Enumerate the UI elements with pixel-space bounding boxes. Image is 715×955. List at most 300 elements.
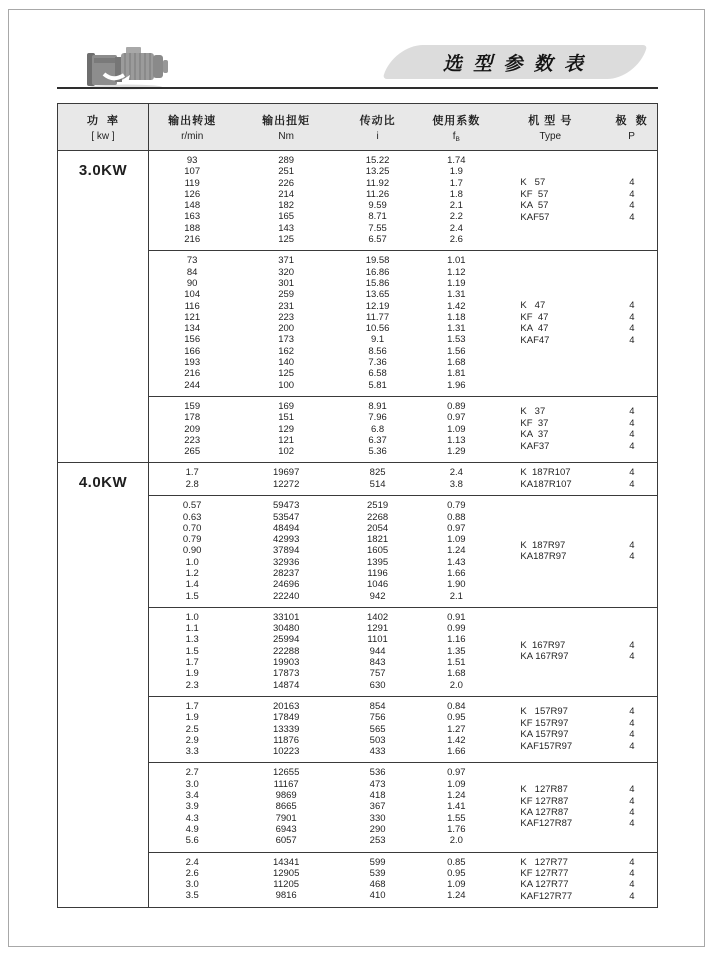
type-name: KA 37	[520, 429, 549, 441]
cell-value: 9.1	[370, 334, 385, 346]
power-cell	[58, 151, 149, 462]
cell-value: 14874	[272, 679, 300, 691]
factor-column	[418, 767, 494, 846]
pole-count: 4	[629, 729, 635, 741]
cell-value: 17873	[272, 668, 300, 680]
types-column	[494, 857, 657, 903]
cell-value: 1.0	[185, 556, 199, 568]
header-pole-unit: P	[628, 131, 635, 142]
cell-value: 216	[184, 368, 201, 380]
cell-value: 5.6	[185, 835, 199, 847]
cell-value: 1.43	[447, 556, 466, 568]
header-speed-unit: r/min	[181, 131, 204, 142]
type-row	[494, 729, 657, 740]
cell-value: 0.95	[447, 867, 466, 879]
cell-value: 2.1	[449, 200, 463, 212]
torque-column	[235, 767, 337, 846]
cell-value: 2.9	[185, 734, 199, 746]
header-ratio-cn: 传动比	[359, 115, 396, 127]
cell-value: 756	[369, 712, 386, 724]
cell-value: 13.25	[365, 166, 390, 178]
type-row	[494, 418, 657, 429]
type-name: K 187R97	[520, 539, 566, 551]
cell-value: 22288	[272, 645, 300, 657]
cell-value: 6943	[275, 823, 297, 835]
cell-value: 1.1	[185, 623, 199, 635]
cell-value: 290	[369, 823, 386, 835]
cell-value: 1605	[367, 545, 389, 557]
cell-value: 0.99	[447, 623, 466, 635]
pole-count: 4	[629, 429, 635, 441]
cell-value: 0.95	[447, 712, 466, 724]
cell-value: 0.79	[182, 534, 202, 546]
type-row	[494, 651, 657, 662]
type-name: KF 37	[520, 417, 549, 429]
cell-value: 2.6	[449, 234, 463, 246]
pole-count: 4	[629, 856, 635, 868]
type-name: KAF127R87	[520, 818, 573, 830]
type-row	[494, 807, 657, 818]
type-row	[494, 540, 657, 551]
cell-value: 1.7	[185, 467, 199, 479]
table-section	[58, 151, 657, 462]
types-column	[494, 767, 657, 846]
cell-value: 503	[369, 734, 386, 746]
type-name: KAF47	[520, 334, 550, 346]
cell-value: 3.4	[185, 790, 199, 802]
cell-value: 16.86	[365, 266, 390, 278]
type-row	[494, 441, 657, 452]
cell-value: 20163	[272, 700, 300, 712]
cell-value: 514	[369, 478, 386, 490]
type-name: K 187R107	[520, 467, 571, 479]
cell-value: 942	[369, 590, 386, 602]
cell-value: 1.90	[447, 579, 466, 591]
cell-value: 102	[278, 446, 295, 458]
pole-count: 4	[629, 211, 635, 223]
header-speed	[149, 104, 235, 150]
cell-value: 1.55	[447, 812, 466, 824]
header-power-cn: 功 率	[86, 115, 120, 127]
type-row	[494, 784, 657, 795]
row-group	[149, 151, 657, 250]
cell-value: 121	[184, 311, 201, 323]
cell-value: 182	[278, 200, 295, 212]
pole-count: 4	[629, 879, 635, 891]
cell-value: 1046	[367, 579, 389, 591]
cell-value: 1.24	[447, 790, 466, 802]
header-torque-cn: 输出扭矩	[262, 115, 311, 127]
cell-value: 119	[184, 177, 200, 189]
cell-value: 37894	[272, 545, 300, 557]
cell-value: 6.57	[368, 234, 387, 246]
type-name: K 47	[520, 300, 546, 312]
row-group	[149, 696, 657, 762]
speed-column	[149, 401, 235, 457]
cell-value: 2.8	[185, 478, 199, 490]
cell-value: 163	[184, 211, 201, 223]
power-label: 3.0KW	[78, 162, 128, 179]
header-data-columns	[149, 104, 657, 150]
type-name: KF 47	[520, 311, 549, 323]
type-row	[494, 891, 657, 902]
type-name: K 37	[520, 406, 546, 418]
cell-value: 1.41	[447, 801, 466, 813]
ratio-column	[337, 467, 418, 490]
cell-value: 1.31	[447, 323, 466, 335]
cell-value: 410	[369, 890, 386, 902]
row-group	[149, 607, 657, 696]
cell-value: 0.79	[447, 500, 466, 512]
cell-value: 0.97	[447, 767, 466, 779]
cell-value: 2.1	[449, 590, 463, 602]
cell-value: 1.53	[447, 334, 466, 346]
cell-value: 173	[278, 334, 295, 346]
cell-value: 1.7	[185, 700, 199, 712]
cell-value: 53547	[272, 511, 300, 523]
torque-column	[235, 500, 337, 602]
title-banner	[382, 45, 647, 79]
type-row	[494, 706, 657, 717]
type-row	[494, 857, 657, 868]
table-section	[58, 462, 657, 907]
cell-value: 3.9	[185, 801, 199, 813]
row-groups	[149, 151, 657, 462]
cell-value: 539	[369, 867, 386, 879]
cell-value: 1.8	[449, 188, 463, 200]
factor-column	[418, 612, 494, 691]
cell-value: 0.97	[447, 522, 466, 534]
cell-value: 1.42	[447, 734, 466, 746]
cell-value: 253	[369, 835, 386, 847]
cell-value: 12655	[272, 767, 300, 779]
cell-value: 17849	[272, 712, 300, 724]
cell-value: 2.2	[449, 211, 463, 223]
torque-column	[235, 857, 337, 903]
cell-value: 3.5	[185, 890, 199, 902]
cell-value: 1.76	[447, 823, 466, 835]
cell-value: 259	[278, 289, 295, 301]
cell-value: 1.68	[447, 668, 466, 680]
type-row	[494, 467, 657, 478]
types-column	[494, 612, 657, 691]
pole-count: 4	[629, 177, 635, 189]
cell-value: 209	[184, 423, 201, 435]
cell-value: 1.66	[447, 567, 466, 579]
cell-value: 169	[278, 400, 295, 412]
cell-value: 367	[369, 801, 386, 813]
factor-column	[418, 701, 494, 757]
pole-count: 4	[629, 311, 635, 323]
type-name: KA 127R77	[520, 879, 569, 891]
cell-value: 2054	[367, 522, 389, 534]
speed-column	[149, 701, 235, 757]
type-name: KA187R107	[520, 478, 572, 490]
type-row	[494, 718, 657, 729]
row-group	[149, 852, 657, 908]
header-factor-unit: $f_B$	[452, 130, 460, 143]
cell-value: 48494	[272, 522, 300, 534]
cell-value: 2.4	[185, 856, 199, 868]
cell-value: 1.09	[447, 423, 466, 435]
cell-value: 1.68	[447, 357, 466, 369]
cell-value: 1.24	[447, 890, 466, 902]
ratio-column	[337, 255, 418, 391]
cell-value: 2268	[367, 511, 389, 523]
cell-value: 1821	[367, 534, 389, 546]
cell-value: 330	[369, 812, 386, 824]
cell-value: 73	[186, 255, 198, 267]
cell-value: 9.59	[368, 200, 387, 212]
cell-value: 468	[369, 879, 386, 891]
cell-value: 473	[369, 778, 386, 790]
cell-value: 2.7	[185, 767, 199, 779]
pole-count: 4	[629, 890, 635, 902]
cell-value: 9816	[275, 890, 297, 902]
speed-column	[149, 155, 235, 245]
cell-value: 825	[369, 467, 386, 479]
cell-value: 90	[186, 277, 198, 289]
pole-count: 4	[629, 806, 635, 818]
type-name: K 157R97	[520, 706, 568, 718]
cell-value: 15.22	[365, 155, 390, 166]
cell-value: 1.42	[447, 300, 466, 312]
cell-value: 1.7	[449, 177, 463, 189]
cell-value: 1.09	[447, 879, 466, 891]
cell-value: 12272	[272, 478, 300, 490]
cell-value: 188	[184, 222, 201, 234]
cell-value: 6.8	[370, 423, 385, 435]
header-pole	[606, 104, 657, 150]
cell-value: 251	[278, 166, 295, 178]
pole-count: 4	[629, 406, 635, 418]
cell-value: 1.12	[447, 266, 466, 278]
cell-value: 301	[278, 277, 295, 289]
cell-value: 200	[278, 323, 295, 335]
factor-column	[418, 857, 494, 903]
cell-value: 116	[184, 300, 200, 312]
header-factor-cn: 使用系数	[432, 114, 481, 127]
cell-value: 1395	[367, 556, 389, 568]
cell-value: 3.8	[449, 478, 463, 490]
cell-value: 8.56	[368, 345, 387, 357]
pole-count: 4	[629, 818, 635, 830]
cell-value: 14341	[272, 856, 300, 868]
cell-value: 2.4	[449, 467, 463, 479]
cell-value: 11205	[273, 879, 300, 891]
cell-value: 0.70	[182, 522, 202, 534]
cell-value: 143	[278, 222, 295, 234]
cell-value: 0.91	[447, 611, 466, 623]
cell-value: 84	[186, 266, 198, 278]
cell-value: 6.37	[368, 434, 387, 446]
table-header	[58, 104, 657, 151]
cell-value: 22240	[272, 590, 300, 602]
pole-count: 4	[629, 478, 635, 490]
header-power-unit: [ kw ]	[91, 131, 115, 142]
ratio-column	[337, 500, 418, 602]
cell-value: 11.92	[366, 177, 390, 189]
speed-column	[149, 857, 235, 903]
speed-column	[149, 255, 235, 391]
cell-value: 0.84	[447, 700, 466, 712]
cell-value: 15.86	[365, 277, 390, 289]
cell-value: 151	[278, 412, 295, 424]
pole-count: 4	[629, 706, 635, 718]
cell-value: 166	[184, 345, 201, 357]
cell-value: 1.2	[185, 567, 199, 579]
type-name: K 167R97	[520, 640, 566, 652]
pole-count: 4	[629, 717, 635, 729]
row-group	[149, 762, 657, 851]
pole-count: 4	[629, 740, 635, 752]
cell-value: 944	[369, 645, 386, 657]
cell-value: 223	[278, 311, 295, 323]
cell-value: 2.5	[185, 723, 199, 735]
type-row	[494, 335, 657, 346]
cell-value: 1.09	[447, 778, 466, 790]
cell-value: 565	[369, 723, 386, 735]
cell-value: 244	[184, 379, 201, 391]
speed-column	[149, 467, 235, 490]
cell-value: 1.5	[185, 590, 199, 602]
type-name: K 127R77	[520, 856, 568, 868]
cell-value: 1.9	[185, 712, 199, 724]
header-divider	[57, 87, 658, 89]
type-row	[494, 818, 657, 829]
cell-value: 8.91	[368, 400, 387, 412]
pole-count: 4	[629, 334, 635, 346]
type-name: K 57	[520, 177, 546, 189]
torque-column	[235, 155, 337, 245]
cell-value: 0.63	[182, 511, 202, 523]
type-row	[494, 551, 657, 562]
cell-value: 4.3	[185, 812, 199, 824]
cell-value: 1.0	[185, 611, 199, 623]
pole-count: 4	[629, 551, 635, 563]
cell-value: 1.01	[447, 255, 466, 267]
type-name: KAF57	[520, 211, 550, 223]
page-title: 选 型 参 数 表	[443, 53, 587, 75]
cell-value: 7.96	[368, 412, 387, 424]
type-name: KA187R97	[520, 551, 567, 563]
cell-value: 1.16	[447, 634, 466, 646]
pole-count: 4	[629, 300, 635, 312]
cell-value: 25994	[272, 634, 300, 646]
ratio-column	[337, 612, 418, 691]
cell-value: 1.96	[447, 379, 466, 391]
cell-value: 1.5	[185, 645, 199, 657]
header-type	[494, 104, 606, 150]
cell-value: 289	[278, 155, 295, 166]
type-row	[494, 323, 657, 334]
cell-value: 33101	[272, 611, 300, 623]
cell-value: 19.58	[365, 255, 390, 267]
cell-value: 1.35	[447, 645, 466, 657]
cell-value: 6.58	[368, 368, 387, 380]
pole-count: 4	[629, 323, 635, 335]
pole-count: 4	[629, 867, 635, 879]
cell-value: 1.56	[447, 345, 466, 357]
cell-value: 1.3	[185, 634, 199, 646]
header-power	[58, 104, 149, 150]
cell-value: 156	[184, 334, 201, 346]
cell-value: 1.24	[447, 545, 466, 557]
cell-value: 1.81	[447, 368, 466, 380]
cell-value: 2.0	[449, 835, 463, 847]
header-ratio	[337, 104, 418, 150]
cell-value: 13.65	[365, 289, 390, 301]
type-name: KF 127R87	[520, 795, 569, 807]
pole-count: 4	[629, 640, 635, 652]
pole-count: 4	[629, 188, 635, 200]
cell-value: 1.31	[447, 289, 466, 301]
cell-value: 19697	[272, 467, 300, 479]
row-group	[149, 396, 657, 462]
cell-value: 193	[184, 357, 201, 369]
cell-value: 8.71	[368, 211, 387, 223]
cell-value: 148	[184, 200, 201, 212]
cell-value: 125	[278, 234, 295, 246]
header-torque	[235, 104, 337, 150]
type-name: KAF127R77	[520, 890, 573, 902]
cell-value: 7.55	[368, 222, 387, 234]
pole-count: 4	[629, 784, 635, 796]
speed-column	[149, 500, 235, 602]
type-row	[494, 640, 657, 651]
row-group	[149, 463, 657, 495]
cell-value: 5.36	[368, 446, 387, 458]
pole-count: 4	[629, 417, 635, 429]
pole-count: 4	[629, 539, 635, 551]
power-cell	[58, 463, 149, 907]
cell-value: 854	[369, 700, 386, 712]
pole-count: 4	[629, 651, 635, 663]
type-row	[494, 429, 657, 440]
cell-value: 11.26	[366, 188, 390, 200]
types-column	[494, 500, 657, 602]
cell-value: 162	[278, 345, 295, 357]
pole-count: 4	[629, 467, 635, 479]
cell-value: 9869	[275, 790, 297, 802]
type-row	[494, 406, 657, 417]
type-row	[494, 479, 657, 490]
cell-value: 2519	[367, 500, 389, 512]
cell-value: 2.0	[449, 679, 463, 691]
cell-value: 12905	[272, 867, 300, 879]
cell-value: 104	[184, 289, 201, 301]
cell-value: 30480	[272, 623, 300, 635]
cell-value: 5.81	[368, 379, 387, 391]
type-name: KA 47	[520, 323, 549, 335]
factor-column	[418, 155, 494, 245]
type-row	[494, 177, 657, 188]
cell-value: 126	[184, 188, 201, 200]
types-column	[494, 155, 657, 245]
cell-value: 433	[369, 746, 386, 758]
cell-value: 320	[278, 266, 295, 278]
cell-value: 107	[184, 166, 201, 178]
cell-value: 1.51	[447, 657, 466, 669]
torque-column	[235, 612, 337, 691]
ratio-column	[337, 857, 418, 903]
cell-value: 121	[278, 434, 295, 446]
cell-value: 8665	[275, 801, 297, 813]
factor-column	[418, 255, 494, 391]
power-label: 4.0KW	[78, 474, 128, 492]
cell-value: 59473	[272, 500, 300, 512]
cell-value: 165	[278, 211, 295, 223]
